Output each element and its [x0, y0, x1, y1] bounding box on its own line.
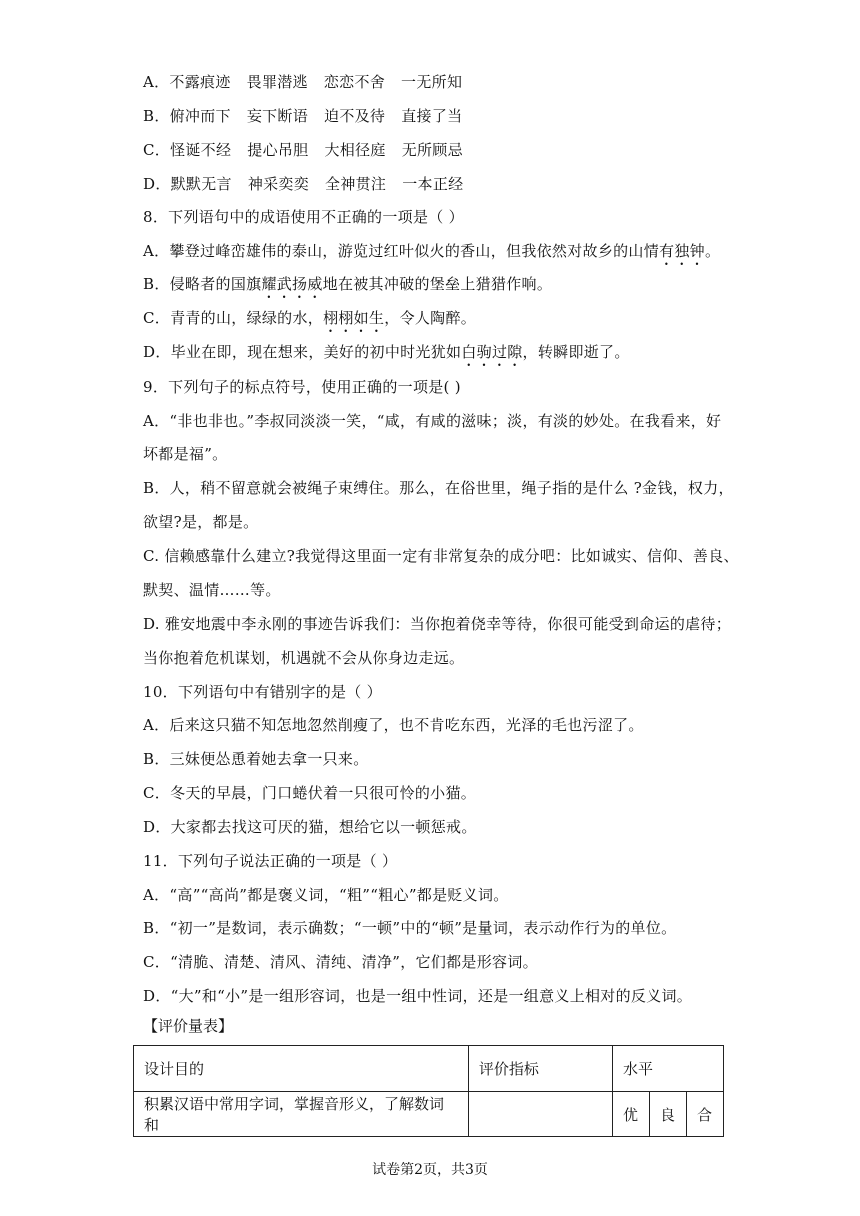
level-pass: 合	[686, 1092, 723, 1137]
eval-indicator-cell	[468, 1092, 612, 1137]
header-level: 水平	[613, 1046, 724, 1092]
eval-title: 【评价量表】	[143, 1017, 234, 1035]
q7-option-c: C．怪诞不经 提心吊胆 大相径庭 无所顾忌	[143, 141, 463, 159]
q8-option-c: C．青青的山，绿绿的水，栩栩如生，令人陶醉。	[143, 309, 477, 327]
q10-option-c: C．冬天的早晨，门口蜷伏着一只很可怜的小猫。	[143, 784, 477, 802]
header-design-purpose: 设计目的	[134, 1046, 469, 1092]
q11-option-d: D．“大”和“小”是一组形容词，也是一组中性词，还是一组意义上相对的反义词。	[143, 987, 693, 1005]
q11-stem: 11．下列句子说法正确的一项是（ ）	[143, 852, 398, 870]
table-row	[134, 1046, 724, 1092]
q9-option-b-line2: 欲望?是，都是。	[143, 513, 259, 531]
design-purpose-cell: 积累汉语中常用字词，掌握音形义，了解数词和	[134, 1092, 469, 1137]
header-eval-indicator: 评价指标	[468, 1046, 612, 1092]
q9-stem: 9．下列句子的标点符号，使用正确的一项是( )	[143, 378, 461, 396]
q7-option-a: A．不露痕迹 畏罪潜逃 恋恋不舍 一无所知	[143, 73, 463, 91]
q8-option-a: A．攀登过峰峦雄伟的泰山，游览过红叶似火的香山，但我依然对故乡的山情有独钟。	[143, 242, 721, 260]
q11-option-b: B．“初一”是数词，表示确数；“一顿”中的“顿”是量词，表示动作行为的单位。	[143, 919, 677, 937]
q9-option-d-line2: 当你抱着危机谋划，机遇就不会从你身边走远。	[143, 649, 465, 667]
q11-option-a: A．“高”“高尚”都是褒义词，“粗”“粗心”都是贬义词。	[143, 886, 509, 904]
emphasized-idiom: 栩栩如生	[323, 309, 385, 327]
q9-option-c-line1: C. 信赖感靠什么建立?我觉得这里面一定有非常复杂的成分吧：比如诚实、信仰、善良、	[143, 547, 739, 565]
emphasized-idiom: 耀武扬威	[261, 275, 323, 293]
q9-option-a-line2: 坏都是福”。	[143, 445, 228, 463]
eval-table	[133, 1045, 724, 1137]
q9-option-d-line1: D. 雅安地震中李永刚的事迹告诉我们：当你抱着侥幸等待，你很可能受到命运的虐待；	[143, 615, 732, 633]
q8-option-b: B．侵略者的国旗耀武扬威地在被其冲破的堡垒上猎猎作响。	[143, 275, 553, 293]
q10-option-a: A．后来这只猫不知怎地忽然削瘦了，也不肯吃东西，光泽的毛也污涩了。	[143, 716, 644, 734]
q7-option-d: D．默默无言 神采奕奕 全神贯注 一本正经	[143, 175, 464, 193]
q10-option-d: D．大家都去找这可厌的猫，想给它以一顿惩戒。	[143, 818, 477, 836]
q10-option-b: B．三妹便怂恿着她去拿一只来。	[143, 750, 369, 768]
level-good: 良	[650, 1092, 687, 1137]
table-row	[134, 1092, 724, 1137]
q7-option-b: B．俯冲而下 妄下断语 迫不及待 直接了当	[143, 107, 463, 125]
q10-stem: 10．下列语句中有错别字的是（ ）	[143, 683, 382, 701]
q9-option-a-line1: A．“非也非也。”李叔同淡淡一笑，“咸，有咸的滋味；淡，有淡的妙处。在我看来，好	[143, 412, 722, 430]
page-footer: 试卷第2页，共3页	[372, 1162, 488, 1178]
level-excellent: 优	[613, 1092, 650, 1137]
emphasized-idiom: 有独钟	[659, 242, 705, 260]
q9-option-c-line2: 默契、温情……等。	[143, 581, 281, 599]
q8-stem: 8．下列语句中的成语使用不正确的一项是（ ）	[143, 208, 464, 226]
q8-option-d: D．毕业在即，现在想来，美好的初中时光犹如白驹过隙，转瞬即逝了。	[143, 343, 630, 361]
emphasized-idiom: 白驹过隙	[461, 343, 523, 361]
q11-option-c: C．“清脆、清楚、清风、清纯、清净”，它们都是形容词。	[143, 953, 538, 971]
q9-option-b-line1: B．人，稍不留意就会被绳子束缚住。那么，在俗世里，绳子指的是什么 ?金钱，权力，	[143, 479, 734, 497]
